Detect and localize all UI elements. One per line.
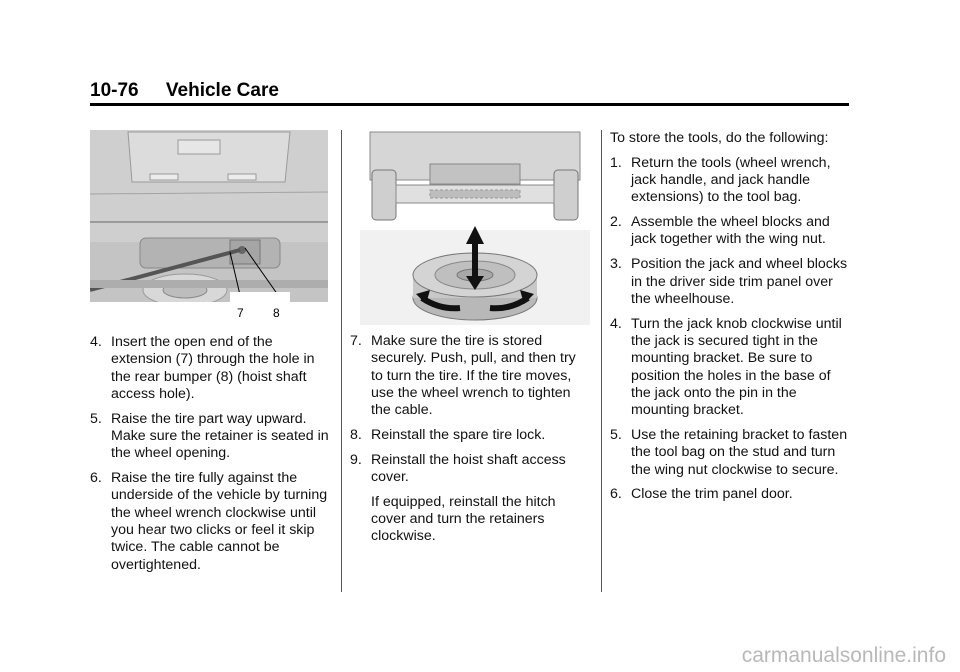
tools-step-1: 1. Return the tools (wheel wrench, jack handle, and jack handle extensions) to the tool bag. bbox=[610, 154, 831, 206]
step-5: 5. Raise the tire part way upward. Make sure the retainer is seated in the wheel opening. bbox=[90, 410, 329, 462]
column-3 bbox=[610, 130, 850, 511]
step-4: 4. Insert the open end of the extension (7) through the hole in the rear bumper (8) (hoist shaft access hole). bbox=[90, 334, 315, 402]
spare-tire-drawing bbox=[360, 130, 590, 325]
spare-tire-illustration bbox=[360, 130, 590, 325]
tools-step-2: 2. Assemble the wheel blocks and jack together with the wing nut. bbox=[610, 214, 830, 248]
column-1 bbox=[90, 130, 330, 581]
step-9: 9. Reinstall the hoist shaft access cover. bbox=[350, 451, 566, 486]
page-header bbox=[90, 80, 279, 102]
column-divider-2 bbox=[601, 130, 602, 592]
column-2 bbox=[350, 130, 590, 553]
header-rule bbox=[90, 103, 849, 106]
tools-intro: To store the tools, do the following: bbox=[610, 130, 829, 146]
tools-step-5: 5. Use the retaining bracket to fasten the tool bag on the stud and turn the wing nut clockwise to secure. bbox=[610, 426, 848, 478]
step-9-note: If equipped, reinstall the hitch cover and turn the retainers clockwise. bbox=[371, 493, 556, 545]
page-number: 10-76 bbox=[90, 80, 139, 101]
step-8: 8. Reinstall the spare tire lock. bbox=[350, 426, 546, 443]
rear-bumper-drawing bbox=[90, 130, 328, 302]
step-7: 7. Make sure the tire is stored securely. Push, pull, and then try to turn the tire. If the tire moves, use the wheel wrench to tighten the cable. bbox=[350, 333, 576, 419]
tools-step-3: 3. Position the jack and wheel blocks in the driver side trim panel over the wheelhouse. bbox=[610, 256, 848, 307]
tools-step-6: 6. Close the trim panel door. bbox=[610, 486, 793, 503]
step-6: 6. Raise the tire fully against the underside of the vehicle by turning the wheel wrench clockwise until you hear two clicks or feel it skip twice. The cable cannot be overtightened. bbox=[90, 470, 328, 573]
watermark[interactable]: carmanualsonline.info bbox=[741, 644, 946, 667]
callout-7: 7 bbox=[237, 306, 244, 320]
tools-step-4: 4. Turn the jack knob clockwise until the jack is secured tight in the mounting bracket. Be sure to position the holes in the base of the jack onto the pin in the mounting bracket. bbox=[610, 315, 842, 419]
callout-8: 8 bbox=[273, 306, 280, 320]
section-title: Vehicle Care bbox=[165, 80, 279, 101]
column-divider-1 bbox=[341, 130, 342, 592]
rear-bumper-illustration bbox=[90, 130, 328, 320]
